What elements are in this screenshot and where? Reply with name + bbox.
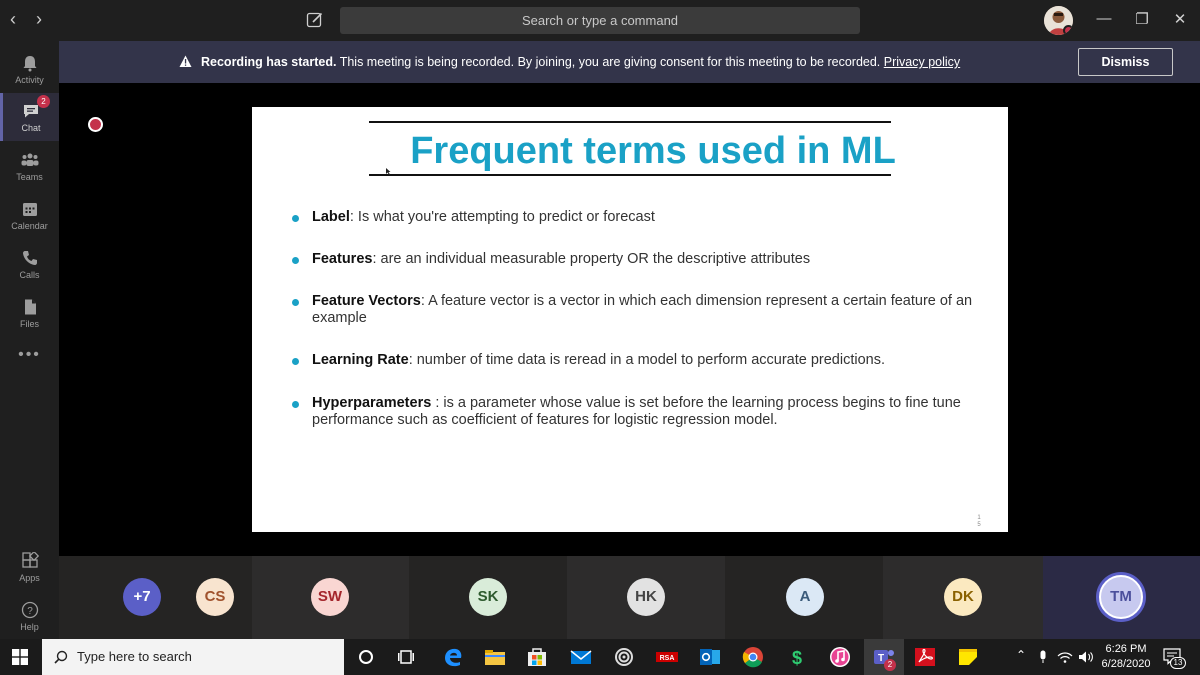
recording-indicator-icon xyxy=(88,117,103,132)
more-participants-avatar[interactable]: +7 xyxy=(123,578,161,616)
edge-browser-icon[interactable] xyxy=(441,645,465,669)
participant-avatar-cs[interactable]: CS xyxy=(196,578,234,616)
rail-label-calendar: Calendar xyxy=(11,221,48,231)
participant-avatar-tm: TM xyxy=(1099,575,1143,619)
bell-icon xyxy=(21,54,39,72)
acrobat-icon[interactable] xyxy=(913,645,937,669)
close-icon[interactable]: ✕ xyxy=(1173,11,1187,28)
rail-item-calendar[interactable] xyxy=(0,191,59,239)
bullet-text: : are an individual measurable property OR the descriptive attributes xyxy=(372,251,811,267)
restore-icon[interactable]: ❐ xyxy=(1135,11,1149,28)
taskbar-search-placeholder: Type here to search xyxy=(77,649,192,664)
phone-icon xyxy=(21,249,39,267)
store-icon[interactable] xyxy=(525,645,549,669)
bullet-hyperparameters xyxy=(292,395,982,429)
bullet-text: : A feature vector is a vector in which each dimension represent a certain feature of an example xyxy=(312,293,973,326)
teams-taskbar-badge: 2 xyxy=(884,659,896,671)
minimize-icon[interactable]: — xyxy=(1096,10,1112,27)
wifi-icon[interactable] xyxy=(1057,650,1073,664)
rail-item-teams[interactable] xyxy=(0,142,59,190)
bullet-term: Hyperparameters xyxy=(312,395,432,411)
warning-icon xyxy=(179,55,192,68)
rail-item-calls[interactable] xyxy=(0,240,59,288)
task-view-icon[interactable] xyxy=(395,645,419,669)
sticky-notes-icon[interactable] xyxy=(956,645,980,669)
file-icon xyxy=(21,298,39,316)
bullet-term: Label xyxy=(312,209,350,225)
slide-title: Frequent terms used in ML xyxy=(410,130,896,172)
mail-icon[interactable] xyxy=(569,645,593,669)
forward-arrow-icon[interactable]: › xyxy=(36,9,42,29)
teams-icon xyxy=(21,151,39,169)
slide-page-number: 15 xyxy=(977,515,981,528)
rail-label-activity: Activity xyxy=(15,75,44,85)
profile-avatar[interactable] xyxy=(1044,6,1073,35)
bullet-text: : number of time data is reread in a model to perform accurate predictions. xyxy=(408,352,885,368)
svg-text:$: $ xyxy=(791,648,803,668)
title-rule-bottom xyxy=(369,174,891,176)
shared-slide xyxy=(252,107,1008,532)
calendar-icon xyxy=(21,200,39,218)
bullet-text: : Is what you're attempting to predict or forecast xyxy=(349,209,655,225)
app-rail xyxy=(0,41,59,639)
bullet-features xyxy=(292,251,982,268)
apps-icon xyxy=(21,552,39,570)
windows-taskbar xyxy=(0,639,1200,675)
participant-tile-tm[interactable] xyxy=(1043,556,1200,639)
bullet-term: Feature Vectors xyxy=(312,293,421,309)
rail-item-files[interactable] xyxy=(0,289,59,337)
bullet-dot-icon xyxy=(292,401,299,408)
dismiss-button[interactable]: Dismiss xyxy=(1078,48,1173,76)
rsa-token-icon[interactable] xyxy=(655,645,679,669)
mouse-cursor-icon xyxy=(386,168,391,175)
svg-text:RSA: RSA xyxy=(659,655,675,662)
recording-title: Recording has started. xyxy=(201,55,337,69)
bullet-dot-icon xyxy=(292,299,299,306)
taskbar-search-input[interactable] xyxy=(42,639,344,675)
title-rule-top xyxy=(369,121,891,123)
participant-tile-group xyxy=(59,556,252,639)
participant-tile-sw[interactable] xyxy=(252,556,409,639)
outlook-icon[interactable] xyxy=(698,645,722,669)
participant-avatar-sw: SW xyxy=(311,578,349,616)
tray-chevron-icon[interactable]: ⌃ xyxy=(1016,648,1027,662)
rail-item-help[interactable] xyxy=(0,592,59,640)
recording-banner xyxy=(59,41,1200,83)
participant-avatar-a: A xyxy=(786,578,824,616)
participant-avatar-hk: HK xyxy=(627,578,665,616)
help-icon xyxy=(21,601,39,619)
participant-avatar-sk: SK xyxy=(469,578,507,616)
chat-unread-badge: 2 xyxy=(37,95,50,108)
bullet-text: : is a parameter whose value is set before the learning process begins to fine tune performance such as coefficient of features for logistic regression model. xyxy=(312,395,961,428)
svg-text:T: T xyxy=(877,653,885,664)
meeting-stage xyxy=(59,83,1200,556)
itunes-icon[interactable] xyxy=(828,645,852,669)
title-bar xyxy=(0,0,1200,41)
bullet-term: Features xyxy=(312,251,373,267)
rail-label-files: Files xyxy=(19,319,39,329)
rail-item-activity[interactable] xyxy=(0,45,59,93)
command-search-input[interactable]: Search or type a command xyxy=(340,7,860,34)
compose-icon[interactable] xyxy=(306,11,324,29)
participant-tile-dk[interactable] xyxy=(883,556,1043,639)
rail-more-button[interactable] xyxy=(0,341,59,369)
bullet-term: Learning Rate xyxy=(312,352,409,368)
notification-count-badge: 13 xyxy=(1170,657,1186,669)
rail-item-chat[interactable] xyxy=(0,93,59,141)
slide-bullets xyxy=(292,209,982,429)
file-explorer-icon[interactable] xyxy=(483,645,507,669)
windows-start-icon[interactable] xyxy=(12,649,28,665)
participant-tile-hk[interactable] xyxy=(567,556,725,639)
cortana-icon[interactable] xyxy=(354,645,378,669)
rail-item-apps[interactable] xyxy=(0,543,59,591)
recording-message xyxy=(201,55,960,69)
dollar-app-icon[interactable] xyxy=(785,645,809,669)
back-arrow-icon[interactable]: ‹ xyxy=(10,9,16,29)
svg-text:?: ? xyxy=(26,606,33,617)
bullet-label xyxy=(292,209,982,226)
participant-tile-sk[interactable] xyxy=(409,556,567,639)
volume-icon[interactable] xyxy=(1078,650,1094,664)
presence-busy-icon xyxy=(1063,25,1073,35)
search-icon xyxy=(54,650,68,664)
rail-label-apps: Apps xyxy=(19,573,40,583)
microphone-icon[interactable] xyxy=(1036,650,1050,664)
bullet-dot-icon xyxy=(292,215,299,222)
rail-label-chat: Chat xyxy=(21,123,41,133)
bullet-dot-icon xyxy=(292,257,299,264)
participant-tile-a[interactable] xyxy=(725,556,883,639)
clock-date[interactable]: 6/28/2020 xyxy=(1101,658,1151,670)
recording-consent-text: This meeting is being recorded. By joining, you are giving consent for this meeting to be recorded. xyxy=(336,55,884,69)
bullet-learning-rate xyxy=(292,352,982,369)
more-options-icon: ••• xyxy=(18,346,41,363)
privacy-policy-link[interactable]: Privacy policy xyxy=(883,55,961,69)
spiral-app-icon[interactable] xyxy=(612,645,636,669)
rail-label-help: Help xyxy=(20,622,39,632)
bullet-dot-icon xyxy=(292,358,299,365)
bullet-feature-vectors xyxy=(292,293,982,327)
participant-strip xyxy=(59,556,1200,639)
chrome-icon[interactable] xyxy=(741,645,765,669)
rail-label-calls: Calls xyxy=(19,270,40,280)
participant-avatar-dk: DK xyxy=(944,578,982,616)
clock-time[interactable]: 6:26 PM xyxy=(1105,643,1147,655)
rail-label-teams: Teams xyxy=(16,172,43,182)
